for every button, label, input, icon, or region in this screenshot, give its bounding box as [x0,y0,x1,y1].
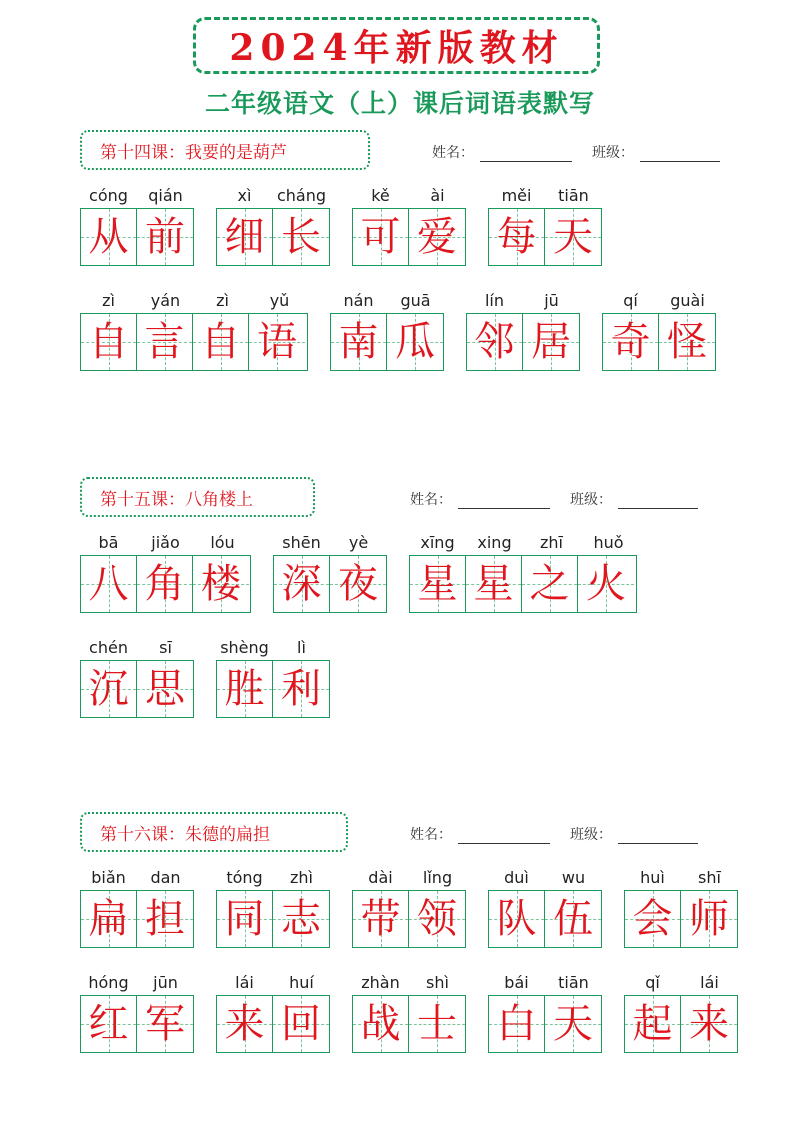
pinyin-row [488,973,602,995]
lesson-section [0,130,800,430]
word-row [80,533,659,613]
pinyin: zhì [290,868,313,887]
vocab-word [409,533,637,613]
pinyin: bā [98,533,119,552]
hanzi-character: 胜 [224,666,265,712]
tianzige-cell [249,314,305,370]
tianzige-cell [273,891,329,947]
tianzige-cell [578,556,634,612]
tianzige-cell [353,996,409,1052]
pinyin: dan [150,868,181,887]
pinyin: lái [235,973,254,992]
tianzige-grid [80,995,194,1053]
tianzige-grid [216,890,330,948]
tianzige-grid [624,995,738,1053]
pinyin: zhī [540,533,563,552]
vocab-word [216,186,330,266]
hanzi-character: 自 [88,319,129,365]
hanzi-character: 细 [224,214,265,260]
pinyin: huǒ [593,533,624,552]
pinyin: xīng [420,533,455,552]
pinyin-row [80,973,194,995]
tianzige-cell [489,209,545,265]
tianzige-grid [488,890,602,948]
tianzige-cell [217,891,273,947]
hanzi-character: 同 [224,896,265,942]
name-blank[interactable] [458,494,550,509]
tianzige-cell [273,209,329,265]
tianzige-cell [217,209,273,265]
tianzige-cell [217,661,273,717]
name-blank[interactable] [480,147,572,162]
tianzige-cell [523,314,579,370]
pinyin: dài [368,868,393,887]
tianzige-grid [80,313,308,371]
vocab-word [80,533,251,613]
hanzi-character: 言 [144,319,185,365]
lesson-title: 第十六课：朱德的扁担 [80,812,348,852]
pinyin: sī [159,638,172,657]
pinyin: yán [150,291,181,310]
tianzige-grid [409,555,637,613]
hanzi-character: 军 [145,1001,185,1047]
tianzige-cell [466,556,522,612]
pinyin: shèng [220,638,269,657]
tianzige-cell [522,556,578,612]
page-title: 2024年新版教材 [229,27,564,69]
tianzige-grid [352,890,466,948]
pinyin: guài [670,291,705,310]
pinyin: lín [484,291,505,310]
tianzige-cell [489,891,545,947]
tianzige-grid [602,313,716,371]
hanzi-character: 战 [360,1001,401,1047]
pinyin: wu [561,868,586,887]
pinyin: tiān [558,973,589,992]
class-blank[interactable] [618,494,698,509]
hanzi-character: 居 [531,319,571,365]
name-class-line [410,824,698,844]
pinyin-row [80,291,308,313]
tianzige-cell [273,996,329,1052]
pinyin-row [80,638,194,660]
vocab-word [330,291,444,371]
tianzige-grid [216,660,330,718]
vocab-word [624,973,738,1053]
vocab-word [80,638,194,718]
tianzige-cell [81,314,137,370]
pinyin: lóu [210,533,235,552]
hanzi-character: 前 [145,214,185,260]
hanzi-character: 利 [281,666,321,712]
tianzige-cell [410,556,466,612]
pinyin-row [352,186,466,208]
tianzige-cell [137,209,193,265]
tianzige-grid [80,555,251,613]
word-row [80,186,624,266]
name-blank[interactable] [458,829,550,844]
pinyin: qǐ [645,973,660,992]
hanzi-character: 语 [257,319,297,365]
pinyin: měi [501,186,532,205]
pinyin: jiǎo [151,533,180,552]
tianzige-cell [681,996,737,1052]
tianzige-cell [81,996,137,1052]
pinyin: lái [700,973,719,992]
pinyin: tóng [226,868,263,887]
hanzi-character: 自 [200,319,241,365]
tianzige-grid [80,208,194,266]
pinyin-row [488,186,602,208]
pinyin: tiān [558,186,589,205]
hanzi-character: 回 [281,1001,321,1047]
tianzige-cell [545,996,601,1052]
hanzi-character: 角 [144,561,185,607]
tianzige-cell [467,314,523,370]
pinyin-row [273,533,387,555]
vocab-word [352,186,466,266]
pinyin: duì [504,868,529,887]
pinyin: jū [544,291,559,310]
tianzige-cell [330,556,386,612]
hanzi-character: 起 [632,1001,673,1047]
vocab-word [216,638,330,718]
tianzige-cell [353,209,409,265]
pinyin: chén [89,638,128,657]
page-subtitle: 二年级语文（上）课后词语表默写 [204,89,595,118]
hanzi-character: 队 [496,896,537,942]
pinyin: huì [640,868,665,887]
tianzige-cell [353,891,409,947]
word-row [80,973,760,1053]
tianzige-grid [80,660,194,718]
pinyin: shì [426,973,449,992]
class-label: 班级： [570,827,612,843]
pinyin: nán [343,291,374,310]
pinyin: cháng [276,186,327,205]
pinyin: xì [237,186,252,205]
tianzige-cell [137,891,193,947]
pinyin: lǐng [422,868,453,887]
hanzi-character: 扁 [88,896,129,942]
tianzige-cell [137,996,193,1052]
hanzi-character: 沉 [88,666,129,712]
tianzige-grid [466,313,580,371]
lesson-section [0,477,800,777]
tianzige-cell [625,891,681,947]
tianzige-cell [193,556,249,612]
pinyin-row [488,868,602,890]
pinyin: qián [148,186,183,205]
tianzige-cell [137,661,193,717]
lesson-section [0,812,800,1112]
tianzige-cell [409,996,465,1052]
hanzi-character: 可 [360,214,401,260]
hanzi-character: 奇 [610,319,651,365]
hanzi-character: 志 [281,896,321,942]
lesson-title: 第十四课：我要的是葫芦 [80,130,370,170]
tianzige-cell [274,556,330,612]
pinyin-row [624,868,738,890]
pinyin: biǎn [91,868,126,887]
vocab-word [216,973,330,1053]
hanzi-character: 领 [417,896,457,942]
tianzige-cell [409,891,465,947]
name-label: 姓名： [410,492,452,508]
hanzi-character: 南 [338,319,379,365]
word-row [80,868,760,948]
pinyin: lì [297,638,306,657]
tianzige-cell [81,661,137,717]
pinyin-row [352,973,466,995]
tianzige-cell [659,314,715,370]
hanzi-character: 天 [553,214,593,260]
tianzige-cell [81,891,137,947]
tianzige-grid [488,208,602,266]
hanzi-character: 士 [417,1001,457,1047]
tianzige-cell [681,891,737,947]
hanzi-character: 深 [281,561,322,607]
hanzi-character: 伍 [553,896,593,942]
class-blank[interactable] [640,147,720,162]
tianzige-cell [81,209,137,265]
hanzi-character: 爱 [417,214,457,260]
hanzi-character: 楼 [201,561,241,607]
pinyin: shēn [282,533,321,552]
vocab-word [80,186,194,266]
pinyin: zì [216,291,229,310]
pinyin: qí [623,291,638,310]
word-row [80,638,352,718]
vocab-word [216,868,330,948]
hanzi-character: 来 [689,1001,729,1047]
hanzi-character: 每 [496,214,537,260]
vocab-word [602,291,716,371]
tianzige-grid [624,890,738,948]
hanzi-character: 星 [417,561,458,607]
vocab-word [488,186,602,266]
pinyin-row [80,868,194,890]
pinyin: guā [400,291,431,310]
tianzige-cell [545,891,601,947]
pinyin: yǔ [269,291,290,310]
vocab-word [488,973,602,1053]
name-label: 姓名： [432,145,474,161]
hanzi-character: 思 [145,666,185,712]
vocab-word [273,533,387,613]
pinyin-row [216,638,330,660]
vocab-word [624,868,738,948]
tianzige-cell [81,556,137,612]
tianzige-cell [603,314,659,370]
vocab-word [80,291,308,371]
vocab-word [466,291,580,371]
hanzi-character: 带 [360,896,401,942]
hanzi-character: 红 [88,1001,129,1047]
pinyin-row [352,868,466,890]
pinyin-row [216,973,330,995]
pinyin-row [80,186,194,208]
class-blank[interactable] [618,829,698,844]
hanzi-character: 天 [553,1001,593,1047]
pinyin-row [216,868,330,890]
pinyin: bái [504,973,529,992]
lesson-title: 第十五课：八角楼上 [80,477,315,517]
tianzige-cell [331,314,387,370]
pinyin: xing [477,533,512,552]
tianzige-cell [273,661,329,717]
hanzi-character: 从 [88,214,129,260]
hanzi-character: 担 [145,896,185,942]
pinyin: huí [289,973,314,992]
name-class-line [432,142,720,162]
pinyin: kě [371,186,390,205]
pinyin-row [624,973,738,995]
pinyin: yè [348,533,369,552]
tianzige-grid [352,995,466,1053]
class-label: 班级： [570,492,612,508]
hanzi-character: 火 [586,561,626,607]
pinyin: ài [430,186,445,205]
pinyin-row [80,533,251,555]
hanzi-character: 白 [496,1001,537,1047]
hanzi-character: 长 [281,214,321,260]
pinyin-row [409,533,637,555]
title-box [193,17,600,74]
hanzi-character: 之 [529,561,570,607]
tianzige-cell [217,996,273,1052]
pinyin: zhàn [361,973,400,992]
vocab-word [80,868,194,948]
hanzi-character: 八 [88,561,129,607]
tianzige-cell [545,209,601,265]
tianzige-grid [216,995,330,1053]
tianzige-grid [352,208,466,266]
pinyin: hóng [88,973,129,992]
tianzige-cell [137,314,193,370]
hanzi-character: 会 [632,896,673,942]
tianzige-grid [488,995,602,1053]
pinyin-row [330,291,444,313]
pinyin-row [216,186,330,208]
word-row [80,291,738,371]
vocab-word [352,868,466,948]
tianzige-grid [216,208,330,266]
name-label: 姓名： [410,827,452,843]
pinyin-row [466,291,580,313]
pinyin: shī [698,868,721,887]
hanzi-character: 师 [689,896,729,942]
tianzige-cell [489,996,545,1052]
hanzi-character: 怪 [667,319,707,365]
tianzige-cell [387,314,443,370]
pinyin: zì [102,291,115,310]
hanzi-character: 来 [224,1001,265,1047]
name-class-line [410,489,698,509]
tianzige-grid [330,313,444,371]
vocab-word [488,868,602,948]
tianzige-grid [80,890,194,948]
tianzige-grid [273,555,387,613]
class-label: 班级： [592,145,634,161]
tianzige-cell [409,209,465,265]
vocab-word [352,973,466,1053]
hanzi-character: 瓜 [395,319,435,365]
tianzige-cell [137,556,193,612]
pinyin: jūn [153,973,178,992]
pinyin-row [602,291,716,313]
hanzi-character: 夜 [338,561,378,607]
pinyin: cóng [89,186,128,205]
vocab-word [80,973,194,1053]
hanzi-character: 星 [473,561,514,607]
tianzige-cell [625,996,681,1052]
tianzige-cell [193,314,249,370]
hanzi-character: 邻 [474,319,515,365]
